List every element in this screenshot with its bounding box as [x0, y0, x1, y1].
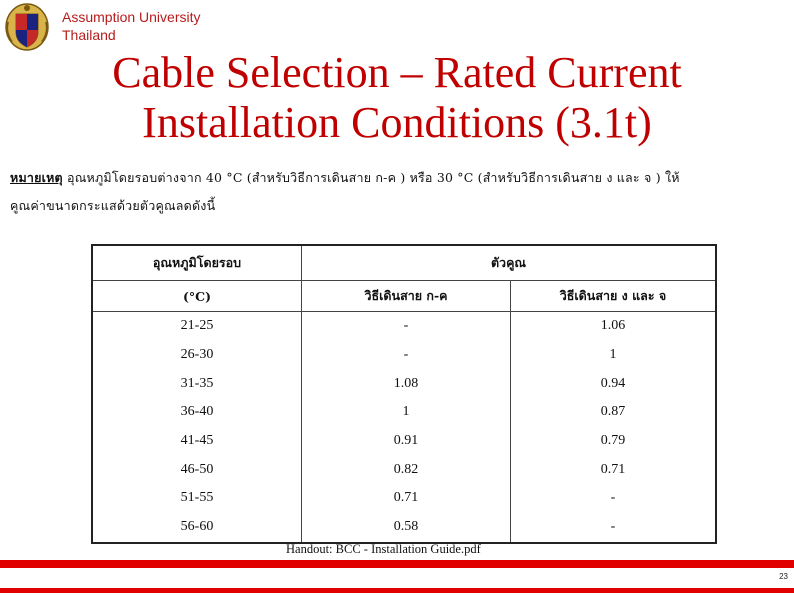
cell-method-a-c: 1.08 — [302, 369, 511, 398]
note-line2: คูณค่าขนาดกระแสด้วยตัวคูณลดดังนี้ — [10, 198, 216, 213]
cell-ambient-temp: 36-40 — [92, 398, 302, 427]
cell-method-a-c: 0.91 — [302, 427, 511, 456]
cell-method-a-c: 0.82 — [302, 455, 511, 484]
table-subheader-row — [92, 281, 716, 312]
cell-ambient-temp: 41-45 — [92, 427, 302, 456]
cell-ambient-temp: 56-60 — [92, 513, 302, 543]
university-name-line1: Assumption University — [62, 9, 201, 25]
slide-title-line2: Installation Conditions (3.1t) — [142, 98, 652, 147]
table-header-row — [92, 245, 716, 281]
university-name-line2: Thailand — [62, 27, 116, 43]
table-row — [92, 427, 716, 456]
cell-method-d-e: 0.87 — [600, 404, 626, 420]
table-row — [92, 369, 716, 398]
table-row — [92, 455, 716, 484]
footer-accent-line — [0, 588, 794, 593]
col-method-d-e-header: วิธีเดินสาย ง และ จ — [511, 281, 717, 312]
table-row — [92, 513, 716, 543]
derating-factor-table — [91, 244, 717, 544]
col-method-a-c-header: วิธีเดินสาย ก-ค — [302, 281, 511, 312]
handout-reference: Handout: BCC - Installation Guide.pdf — [286, 542, 481, 556]
cell-method-d-e: - — [610, 490, 616, 506]
table-row — [92, 341, 716, 370]
col-ambient-temp-unit: (°C) — [92, 281, 302, 312]
cell-ambient-temp: 21-25 — [92, 312, 302, 341]
cell-ambient-temp: 31-35 — [92, 369, 302, 398]
col-multiplier-header: ตัวคูณ — [302, 245, 717, 281]
cell-ambient-temp: 46-50 — [92, 455, 302, 484]
col-ambient-temp-header: อุณหภูมิโดยรอบ — [92, 245, 302, 281]
note-label: หมายเหตุ — [10, 170, 63, 185]
cell-ambient-temp: 26-30 — [92, 341, 302, 370]
note-text — [10, 164, 794, 220]
table-body — [92, 312, 716, 543]
table-row — [92, 484, 716, 513]
cell-method-a-c: 0.58 — [302, 513, 511, 543]
table-row — [92, 398, 716, 427]
note-line1 — [10, 164, 794, 192]
cell-method-a-c: 0.71 — [302, 484, 511, 513]
note-line1-text: อุณหภูมิโดยรอบต่างจาก 40 °C (สำหรับวิธีการเดินสาย ก-ค ) หรือ 30 °C (สำหรับวิธีการเดินสาย ง และ จ ) ให้ — [62, 170, 680, 185]
cell-method-d-e: 0.94 — [600, 375, 626, 391]
page-number: 23 — [779, 572, 788, 581]
cell-method-d-e: - — [610, 519, 616, 535]
university-name — [62, 8, 201, 44]
university-seal-logo — [4, 2, 50, 52]
slide-title-line1: Cable Selection – Rated Current — [112, 48, 682, 97]
slide-title — [0, 48, 794, 148]
cell-method-a-c: - — [302, 341, 511, 370]
cell-method-d-e: 0.71 — [600, 461, 626, 477]
footer-accent-bar — [0, 560, 794, 568]
cell-method-a-c: - — [302, 312, 511, 341]
cell-method-d-e: 1 — [609, 347, 617, 363]
cell-ambient-temp: 51-55 — [92, 484, 302, 513]
cell-method-d-e: 1.06 — [511, 312, 717, 341]
cell-method-d-e: 0.79 — [600, 433, 626, 449]
table-row — [92, 312, 716, 341]
cell-method-a-c: 1 — [302, 398, 511, 427]
